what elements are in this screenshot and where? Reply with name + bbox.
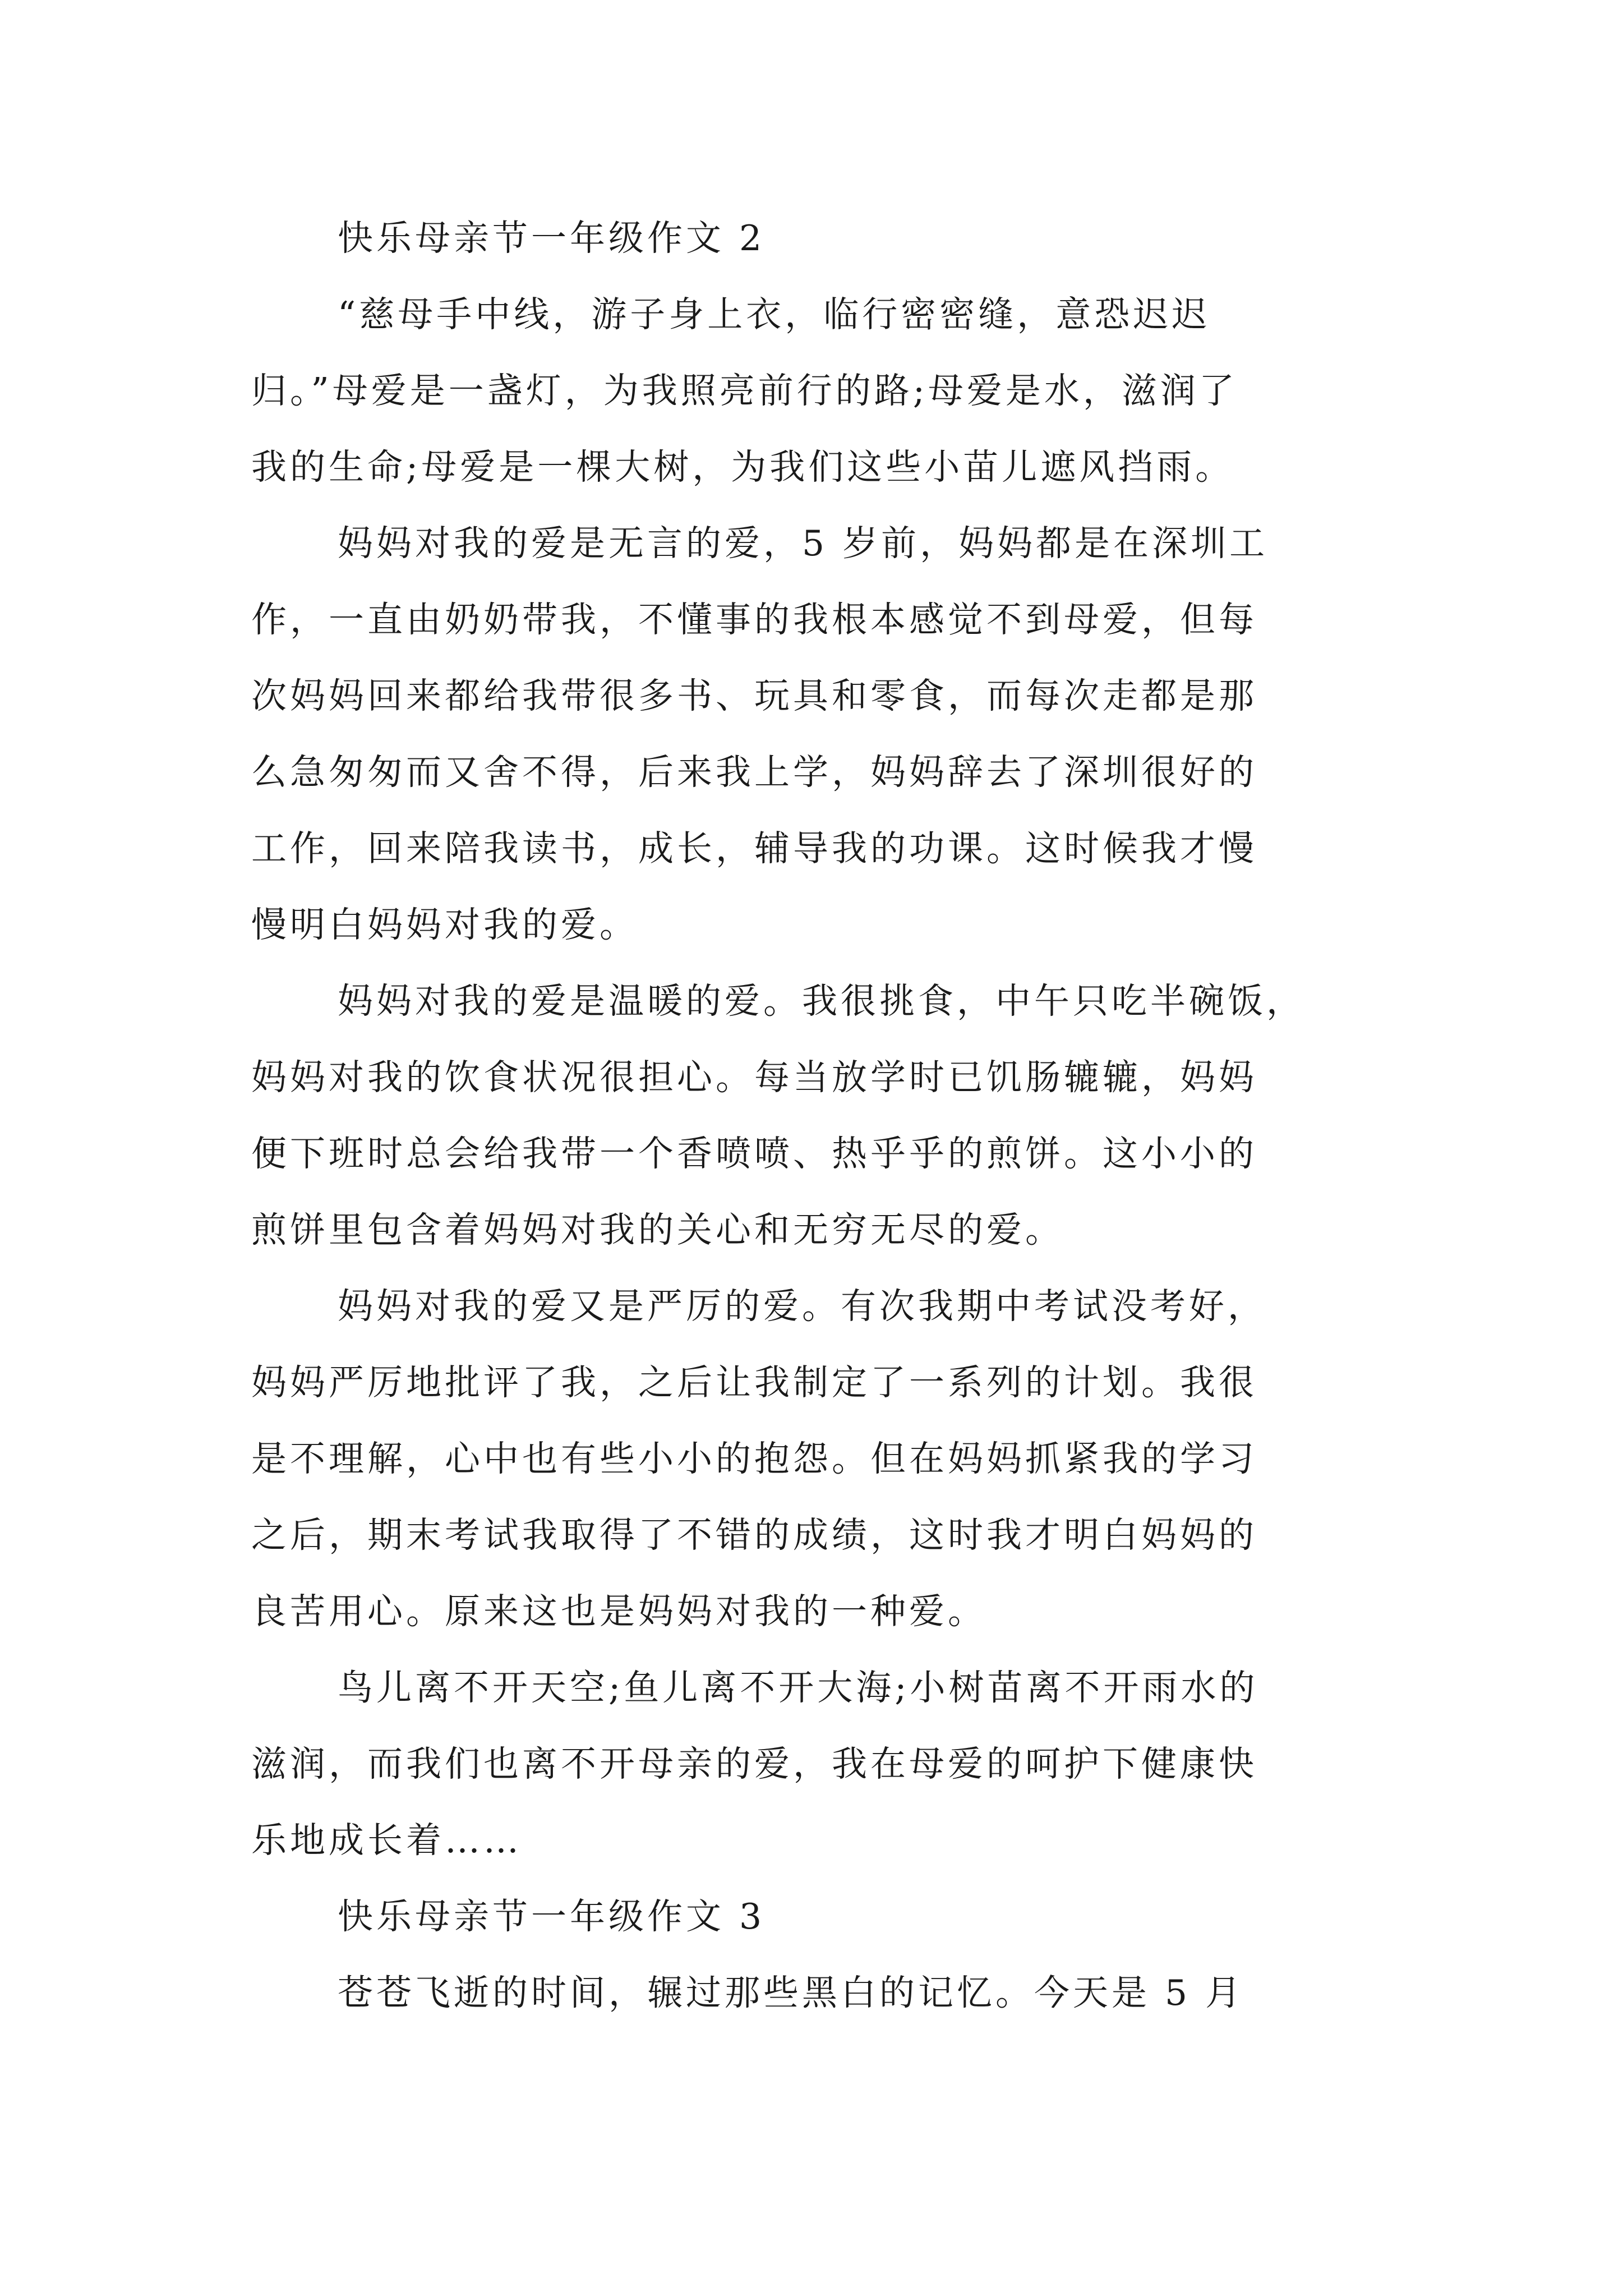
paragraph-line: 工作，回来陪我读书，成长，辅导我的功课。这时候我才慢: [251, 828, 1257, 869]
paragraph-line: 妈妈对我的爱是温暖的爱。我很挑食，中午只吃半碗饭，: [338, 981, 1305, 1022]
paragraph-line: 归。”母爱是一盏灯，为我照亮前行的路;母爱是水，滋润了: [251, 370, 1238, 411]
paragraph-line: 鸟儿离不开天空;鱼儿离不开大海;小树苗离不开雨水的: [338, 1667, 1258, 1708]
paragraph-line: 么急匆匆而又舍不得，后来我上学，妈妈辞去了深圳很好的: [251, 752, 1257, 793]
paragraph-line: “慈母手中线，游子身上衣，临行密密缝，意恐迟迟: [338, 294, 1211, 335]
paragraph-line: 慢明白妈妈对我的爱。: [251, 904, 638, 945]
paragraph-line: 我的生命;母爱是一棵大树，为我们这些小苗儿遮风挡雨。: [251, 447, 1234, 487]
paragraph-line: 煎饼里包含着妈妈对我的关心和无穷无尽的爱。: [251, 1209, 1064, 1250]
paragraph-line: 苍苍飞逝的时间，辗过那些黑白的记忆。今天是 5 月: [338, 1972, 1244, 2013]
paragraph-line: 是不理解，心中也有些小小的抱怨。但在妈妈抓紧我的学习: [251, 1438, 1257, 1479]
essay-heading-3: 快乐母亲节一年级作文 3: [338, 1896, 766, 1937]
paragraph-line: 妈妈对我的爱是无言的爱，5 岁前，妈妈都是在深圳工: [338, 523, 1269, 564]
paragraph-line: 妈妈严厉地批评了我，之后让我制定了一系列的计划。我很: [251, 1362, 1257, 1403]
paragraph-line: 滋润，而我们也离不开母亲的爱，我在母爱的呵护下健康快: [251, 1743, 1257, 1784]
paragraph-line: 便下班时总会给我带一个香喷喷、热乎乎的煎饼。这小小的: [251, 1133, 1257, 1174]
paragraph-line: 次妈妈回来都给我带很多书、玩具和零食，而每次走都是那: [251, 675, 1257, 716]
paragraph-line: 乐地成长着……: [251, 1820, 522, 1861]
paragraph-line: 作，一直由奶奶带我，不懂事的我根本感觉不到母爱，但每: [251, 599, 1257, 640]
paragraph-line: 良苦用心。原来这也是妈妈对我的一种爱。: [251, 1591, 986, 1632]
paragraph-line: 之后，期末考试我取得了不错的成绩，这时我才明白妈妈的: [251, 1515, 1257, 1556]
essay-heading-2: 快乐母亲节一年级作文 2: [338, 218, 766, 259]
paragraph-line: 妈妈对我的爱又是严厉的爱。有次我期中考试没考好，: [338, 1286, 1266, 1327]
paragraph-line: 妈妈对我的饮食状况很担心。每当放学时已饥肠辘辘，妈妈: [251, 1057, 1257, 1098]
